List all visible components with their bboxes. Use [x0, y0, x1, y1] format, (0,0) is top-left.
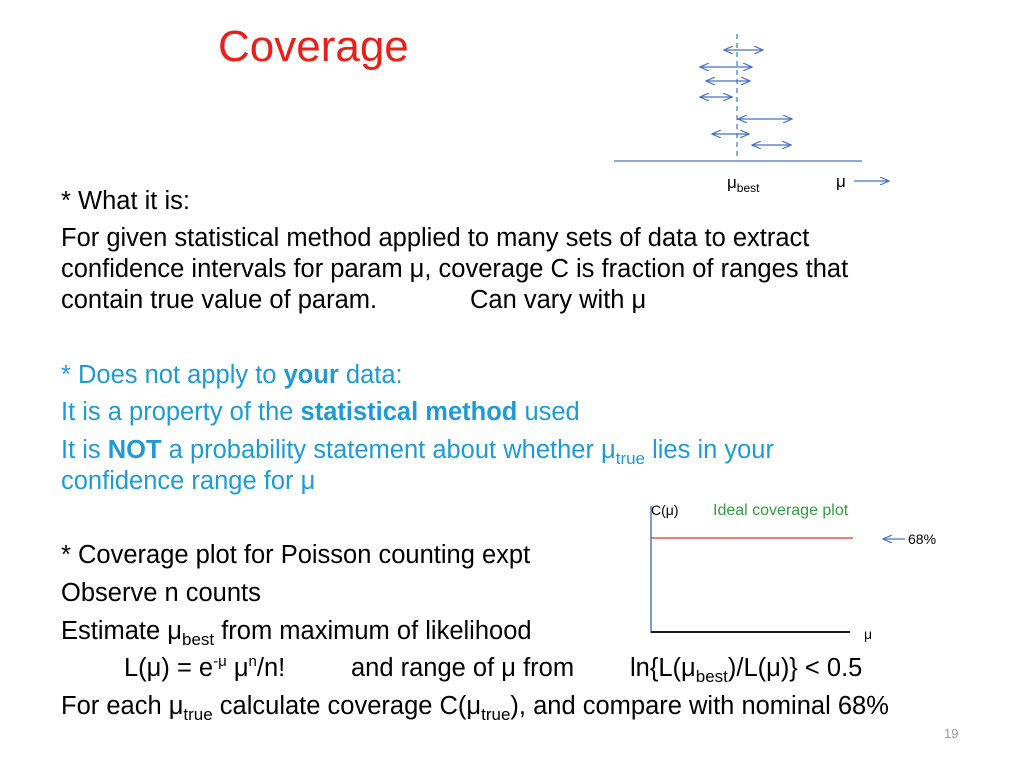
poisson-line3-h: 0.5 [819, 654, 863, 682]
poisson-line3-b: μ [226, 654, 249, 682]
poisson-line3-e: ln{L(μ [630, 654, 696, 682]
not-apply-line3-post: lies in your [645, 436, 774, 464]
poisson-line2 [61, 616, 532, 647]
not-apply-line3-mid: a probability statement about whether μ [161, 436, 616, 464]
not-apply-line2-post: used [517, 398, 580, 426]
poisson-line2-post: from maximum of likelihood [214, 617, 532, 645]
not-apply-line3-bold: NOT [107, 436, 162, 464]
mu-best-subscript: best [736, 181, 760, 195]
poisson-line3-sup2: n [248, 653, 257, 670]
poisson-heading: * Coverage plot for Poisson counting expt [61, 541, 531, 569]
poisson-line3-sub: best [695, 667, 728, 686]
poisson-line3-c: /n! [256, 654, 286, 682]
poisson-line4-sub2: true [481, 705, 511, 724]
poisson-line3-sup1: -μ [213, 653, 227, 670]
page-number: 19 [944, 726, 959, 741]
not-apply-line2-pre: It is a property of the [61, 398, 301, 426]
poisson-line3-likelihood [124, 653, 285, 684]
poisson-line3-f: )/L(μ)} [727, 654, 805, 682]
poisson-line3-lt: < [804, 654, 820, 682]
not-apply-line3-sub: true [615, 449, 646, 468]
coverage-plot-x-label: μ [864, 626, 873, 642]
not-apply-line1 [61, 360, 403, 391]
poisson-line3-range: and range of μ from [351, 654, 575, 682]
poisson-line3-a: L(μ) = e [124, 654, 214, 682]
what-it-is-line3a: contain true value of param. [61, 286, 378, 314]
coverage-plot-title: Ideal coverage plot [713, 502, 849, 519]
not-apply-line2-bold: statistical method [300, 398, 518, 426]
not-apply-line2 [61, 397, 580, 428]
poisson-line4-c: ), and compare with nominal 68% [510, 692, 889, 720]
coverage-plot-68-label: 68% [908, 531, 937, 547]
poisson-line1: Observe n counts [61, 579, 261, 607]
slide-title: Coverage [218, 22, 409, 71]
not-apply-line3 [61, 435, 774, 466]
poisson-line2-sub: best [181, 630, 215, 649]
mu-axis-label: μ [836, 172, 846, 191]
not-apply-line4: confidence range for μ [61, 467, 316, 495]
not-apply-line3-pre: It is [61, 436, 108, 464]
not-apply-line1-bold: your [283, 361, 339, 389]
poisson-line4-sub1: true [183, 705, 213, 724]
what-it-is-line1: For given statistical method applied to many sets of data to extract [61, 224, 810, 252]
not-apply-line1-pre: * Does not apply to [61, 361, 284, 389]
what-it-is-line3b: Can vary with μ [470, 286, 647, 314]
poisson-line4-b: calculate coverage C(μ [212, 692, 482, 720]
mu-best-symbol: μ [727, 173, 737, 192]
coverage-plot-y-label: C(μ) [651, 502, 679, 518]
poisson-line4 [61, 691, 889, 722]
poisson-line2-pre: Estimate μ [61, 617, 182, 645]
not-apply-line1-post: data: [338, 361, 403, 389]
what-it-is-heading: * What it is: [61, 187, 190, 215]
what-it-is-line2: confidence intervals for param μ, coverage C is fraction of ranges that [61, 255, 849, 283]
poisson-line4-a: For each μ [61, 692, 184, 720]
poisson-line3-ln [630, 653, 862, 684]
mu-best-label [727, 173, 759, 193]
